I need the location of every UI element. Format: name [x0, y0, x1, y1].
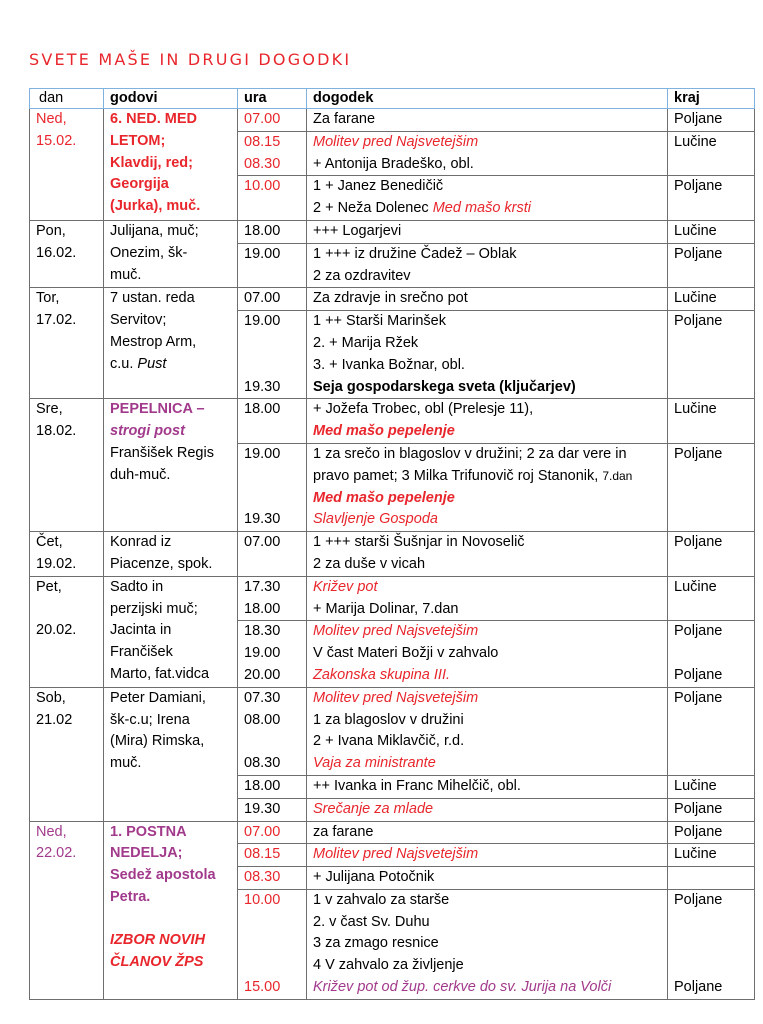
event-cell [307, 288, 668, 311]
day-date: 18.02. [36, 423, 77, 440]
event-cell [307, 867, 668, 890]
event: za farane [313, 823, 374, 840]
event: Molitev pred Najsvetejšim [313, 623, 479, 640]
place: Poljane [674, 623, 723, 640]
event: 2. v čast Sv. Duhu [313, 913, 430, 930]
event: 1 ++ Starši Marinšek [313, 313, 446, 330]
table-row [30, 687, 755, 775]
saints-cell [104, 220, 238, 287]
place: Lučine [674, 578, 717, 595]
event: Križev pot od žup. cerkve do sv. Jurija na Volči [313, 979, 612, 996]
table-row [30, 821, 755, 844]
table-row [30, 220, 755, 243]
header-kraj: kraj [668, 89, 755, 109]
saints-cell [104, 687, 238, 821]
event: Molitev pred Najsvetejšim [313, 133, 479, 150]
saint-line: (Jurka), muč. [110, 198, 201, 215]
saint-line: Mestrop Arm, [110, 333, 197, 350]
saint-line: Sadto in [110, 578, 164, 595]
header-dan: dan [30, 89, 104, 109]
event: Za zdravje in srečno pot [313, 290, 468, 307]
event: + Antonija Bradeško, obl. [313, 155, 474, 172]
event: Molitev pred Najsvetejšim [313, 689, 479, 706]
event-cell [307, 889, 668, 999]
event: 1 +++ starši Šušnjar in Novoselič [313, 534, 525, 551]
saints-cell [104, 821, 238, 999]
time-cell [238, 131, 307, 176]
saint-line: Julijana, muč; [110, 222, 199, 239]
day-cell [30, 220, 104, 287]
saint-note: IZBOR NOVIH [110, 932, 206, 949]
day-date: 21.02 [36, 711, 73, 728]
event: Med mašo pepelenje [313, 489, 455, 506]
saint-line: 7 ustan. reda [110, 290, 195, 307]
time: 07.00 [244, 534, 281, 551]
saint-line: Peter Damiani, [110, 689, 206, 706]
event: 1 +++ iz družine Čadež – Oblak [313, 245, 517, 262]
time: 18.00 [244, 222, 281, 239]
event: 2 za duše v vicah [313, 555, 426, 572]
day-date: 19.02. [36, 555, 77, 572]
day-name: Pon, [36, 222, 66, 239]
event: 1 za srečo in blagoslov v družini; 2 za dar vere in [313, 445, 627, 462]
place: Poljane [674, 666, 723, 683]
day-name: Čet, [36, 534, 63, 551]
day-cell [30, 288, 104, 399]
event: 3 za zmago resnice [313, 935, 439, 952]
time: 20.00 [244, 666, 281, 683]
event: pravo pamet; 3 Milka Trifunovič roj Stanonik, [313, 467, 599, 484]
time-cell [238, 220, 307, 243]
time-cell [238, 109, 307, 132]
day-date: 17.02. [36, 312, 77, 329]
time-cell [238, 621, 307, 687]
time-cell [238, 288, 307, 311]
time-cell [238, 687, 307, 775]
time: 19.00 [244, 245, 281, 262]
place: Poljane [674, 245, 723, 262]
time: 08.15 [244, 846, 281, 863]
time: 07.00 [244, 290, 281, 307]
place: Poljane [674, 534, 723, 551]
place-cell [668, 311, 755, 399]
place-cell [668, 687, 755, 775]
schedule-table [29, 88, 755, 1000]
saint-note: Pust [137, 355, 167, 372]
saint-line: (Mira) Rimska, [110, 733, 205, 750]
place: Poljane [674, 823, 723, 840]
event-cell [307, 621, 668, 687]
saint-line: NEDELJA; [110, 845, 183, 862]
saints-cell [104, 576, 238, 687]
time: 18.00 [244, 401, 281, 418]
place-cell [668, 220, 755, 243]
saints-cell [104, 109, 238, 221]
header-dogodek: dogodek [307, 89, 668, 109]
event-cell [307, 311, 668, 399]
place: Poljane [674, 979, 723, 996]
time: 15.00 [244, 979, 281, 996]
event-cell [307, 176, 668, 221]
event-cell [307, 821, 668, 844]
time: 10.00 [244, 891, 281, 908]
saint-line: Konrad iz [110, 534, 172, 551]
event: 2 za ozdravitev [313, 267, 411, 284]
event: + Jožefa Trobec, obl (Prelesje 11), [313, 401, 534, 418]
day-date: 22.02. [36, 845, 77, 862]
saint-line: Marto, fat.vidca [110, 665, 210, 682]
saint-line: PEPELNICA – [110, 401, 205, 418]
event-cell [307, 399, 668, 444]
place-cell [668, 844, 755, 867]
time: 08.30 [244, 755, 281, 772]
saint-line: Franšišek Regis [110, 444, 214, 461]
time: 19.00 [244, 645, 281, 662]
time: 17.30 [244, 578, 281, 595]
place-cell [668, 532, 755, 577]
time-cell [238, 576, 307, 621]
time: 08.30 [244, 155, 281, 172]
time: 07.00 [244, 111, 281, 127]
time: 19.30 [244, 800, 281, 817]
time: 10.00 [244, 178, 281, 195]
time-cell [238, 399, 307, 444]
time: 08.00 [244, 711, 281, 728]
time-cell [238, 821, 307, 844]
event: Zakonska skupina III. [313, 666, 451, 683]
saints-cell [104, 532, 238, 577]
day-name: Pet, [36, 578, 62, 595]
event: Srečanje za mlade [313, 800, 434, 817]
time-cell [238, 775, 307, 798]
place-cell [668, 821, 755, 844]
event-cell [307, 844, 668, 867]
event: 4 V zahvalo za življenje [313, 957, 464, 974]
event-cell [307, 775, 668, 798]
event-cell [307, 220, 668, 243]
event-cell [307, 109, 668, 132]
event: Vaja za ministrante [313, 755, 436, 772]
place-cell [668, 288, 755, 311]
header-godovi: godovi [104, 89, 238, 109]
time-cell [238, 867, 307, 890]
event-cell [307, 443, 668, 531]
place-cell [668, 176, 755, 221]
saint-line: Piacenze, spok. [110, 555, 213, 572]
day-cell [30, 576, 104, 687]
saint-line: strogi post [110, 423, 185, 440]
saint-line: muč. [110, 755, 142, 772]
place-cell [668, 399, 755, 444]
day-cell [30, 109, 104, 221]
day-name: Sob, [36, 689, 66, 706]
event: Za farane [313, 111, 376, 127]
time: 18.00 [244, 777, 281, 794]
place-cell [668, 131, 755, 176]
place: Poljane [674, 800, 723, 817]
table-row [30, 399, 755, 444]
time-cell [238, 798, 307, 821]
place: Poljane [674, 313, 723, 330]
place-cell [668, 443, 755, 531]
place-cell [668, 775, 755, 798]
time: 19.00 [244, 445, 281, 462]
saints-cell [104, 399, 238, 532]
place-cell [668, 867, 755, 890]
event: 1 za blagoslov v družini [313, 711, 464, 728]
event: + Marija Dolinar, 7.dan [313, 600, 459, 617]
day-cell [30, 821, 104, 999]
time: 08.15 [244, 133, 281, 150]
event-note: Med mašo krsti [432, 200, 532, 217]
time: 19.30 [244, 378, 281, 395]
event: Križev pot [313, 578, 378, 595]
event: 2 + Neža Dolenec [313, 200, 429, 217]
day-name: Ned, [36, 823, 67, 840]
day-cell [30, 687, 104, 821]
place: Poljane [674, 891, 723, 908]
day-name: Sre, [36, 401, 63, 418]
saints-cell [104, 288, 238, 399]
event-note: 7.dan [602, 468, 633, 483]
saint-line: muč. [110, 266, 142, 283]
saint-line: LETOM; [110, 132, 166, 149]
saint-line: duh-muč. [110, 466, 171, 483]
time-cell [238, 889, 307, 999]
place: Poljane [674, 111, 723, 127]
header-ura: ura [238, 89, 307, 109]
place-cell [668, 621, 755, 687]
time: 07.30 [244, 689, 281, 706]
time: 18.30 [244, 623, 281, 640]
event: Seja gospodarskega sveta (ključarjev) [313, 378, 576, 395]
event-cell [307, 131, 668, 176]
event: V čast Materi Božji v zahvalo [313, 645, 499, 662]
saint-line: perzijski muč; [110, 600, 198, 617]
time-cell [238, 243, 307, 288]
place-cell [668, 798, 755, 821]
saint-line: Georgija [110, 176, 169, 193]
place-cell [668, 109, 755, 132]
event: 1 + Janez Benedičič [313, 178, 444, 195]
event-cell [307, 243, 668, 288]
event: Slavljenje Gospoda [313, 511, 438, 528]
time-cell [238, 443, 307, 531]
day-name: Ned, [36, 111, 67, 127]
time: 18.00 [244, 600, 281, 617]
place: Lučine [674, 846, 717, 863]
table-row [30, 532, 755, 577]
place-cell [668, 576, 755, 621]
saint-line: 6. NED. MED [110, 111, 198, 127]
place: Lučine [674, 401, 717, 418]
saint-line: c.u. [110, 355, 134, 372]
saint-line: Jacinta in [110, 622, 172, 639]
saint-line: šk-c.u; Irena [110, 711, 190, 728]
event: Med mašo pepelenje [313, 423, 455, 440]
saint-line: Klavdij, red; [110, 154, 193, 171]
event: 1 v zahvalo za starše [313, 891, 450, 908]
table-row [30, 109, 755, 132]
day-date: 20.02. [36, 622, 77, 639]
time-cell [238, 176, 307, 221]
day-date: 15.02. [36, 132, 77, 149]
day-cell [30, 532, 104, 577]
saint-note: ČLANOV ŽPS [110, 954, 204, 971]
saint-line: Servitov; [110, 312, 167, 329]
event: 3. + Ivanka Božnar, obl. [313, 356, 465, 373]
event: 2 + Ivana Miklavčič, r.d. [313, 733, 465, 750]
time: 07.00 [244, 823, 281, 840]
day-date: 16.02. [36, 244, 77, 261]
time: 08.30 [244, 869, 281, 886]
saint-line: Sedež apostola [110, 867, 216, 884]
saint-line: Frančišek [110, 644, 173, 661]
place: Poljane [674, 178, 723, 195]
time-cell [238, 844, 307, 867]
place: Poljane [674, 445, 723, 462]
page-title: SVETE MAŠE IN DRUGI DOGODKI [29, 50, 352, 69]
event: Molitev pred Najsvetejšim [313, 846, 479, 863]
table-row [30, 576, 755, 621]
event-cell [307, 687, 668, 775]
place: Poljane [674, 689, 723, 706]
place: Lučine [674, 222, 717, 239]
time-cell [238, 311, 307, 399]
saint-line: Petra. [110, 888, 151, 905]
event-cell [307, 576, 668, 621]
time-cell [238, 532, 307, 577]
event: +++ Logarjevi [313, 222, 402, 239]
saint-line: Onezim, šk- [110, 244, 188, 261]
table-row [30, 288, 755, 311]
place: Lučine [674, 133, 717, 150]
event: + Julijana Potočnik [313, 869, 435, 886]
saint-line: 1. POSTNA [110, 823, 187, 840]
day-cell [30, 399, 104, 532]
event-cell [307, 798, 668, 821]
place: Lučine [674, 290, 717, 307]
place-cell [668, 243, 755, 288]
event: 2. + Marija Ržek [313, 334, 419, 351]
event-cell [307, 532, 668, 577]
day-name: Tor, [36, 290, 60, 307]
event: ++ Ivanka in Franc Mihelčič, obl. [313, 777, 521, 794]
place-cell [668, 889, 755, 999]
place: Lučine [674, 777, 717, 794]
time: 19.00 [244, 313, 281, 330]
table-header-row [30, 89, 755, 109]
time: 19.30 [244, 511, 281, 528]
